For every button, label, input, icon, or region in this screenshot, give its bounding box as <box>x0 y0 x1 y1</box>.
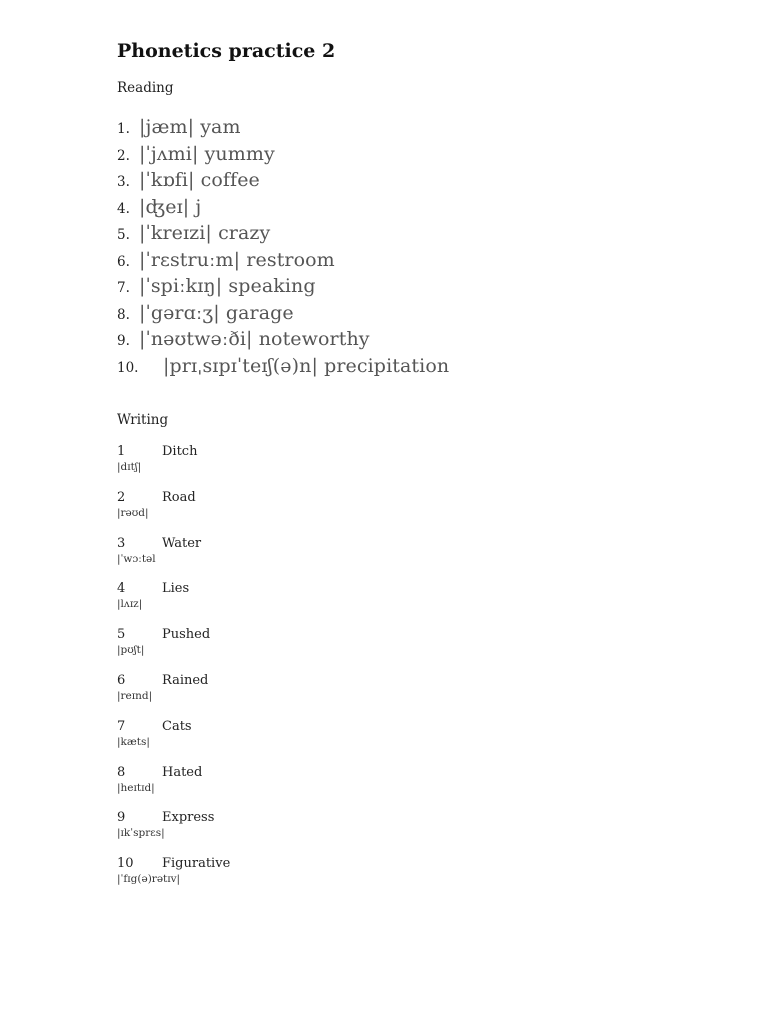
writing-item <box>117 581 737 627</box>
writing-item-number: 6 <box>117 672 126 688</box>
reading-item-number: 4. <box>117 200 130 217</box>
writing-item-transcription: |kæts| <box>117 735 150 748</box>
writing-item-transcription: |heɪtɪd| <box>117 781 155 794</box>
writing-item-number: 8 <box>117 764 126 780</box>
reading-item <box>117 328 737 355</box>
reading-item-number: 5. <box>117 227 130 243</box>
writing-item-word: Figurative <box>162 856 231 872</box>
writing-item-word: Hated <box>162 764 203 780</box>
reading-item-text: |prɪˌsɪpɪˈteɪʃ(ə)n| precipitation <box>163 354 450 377</box>
reading-item <box>117 196 737 223</box>
reading-item-text: |ʤeɪ| j <box>139 195 202 218</box>
writing-item-word: Water <box>162 535 202 551</box>
writing-item-number: 4 <box>117 581 126 597</box>
reading-section-label: Reading <box>117 80 174 96</box>
writing-item-transcription: |dɪtʃ| <box>117 461 142 473</box>
writing-item-word: Rained <box>162 672 209 688</box>
writing-item-word: Express <box>162 810 215 826</box>
writing-item-number: 2 <box>117 489 126 505</box>
writing-item-transcription: |pʊʃt| <box>117 644 145 657</box>
reading-item-number: 1. <box>117 121 130 137</box>
writing-item-transcription: |ɪkˈsprɛs| <box>117 827 165 840</box>
document-page <box>117 0 737 1024</box>
writing-item <box>117 810 737 856</box>
reading-item-text: |ˈkɒfi| coffee <box>139 169 260 191</box>
reading-item-number: 7. <box>117 280 130 296</box>
writing-item <box>117 673 737 719</box>
writing-item-number: 7 <box>117 718 126 734</box>
reading-item-text: |ˈrɛstruːm| restroom <box>139 248 335 271</box>
reading-item-number: 6. <box>117 253 130 270</box>
reading-item-text: |ˈkreɪzi| crazy <box>139 222 271 244</box>
reading-item-number: 10. <box>117 359 139 376</box>
writing-item <box>117 627 737 673</box>
writing-item <box>117 444 737 490</box>
reading-item-number: 9. <box>117 333 130 349</box>
writing-item-number: 5 <box>117 627 126 643</box>
writing-item-transcription: |reɪnd| <box>117 689 153 702</box>
reading-item <box>117 302 737 329</box>
writing-item-transcription: |rəʊd| <box>117 506 149 519</box>
writing-item-transcription: |ˈfɪg(ə)rətɪv| <box>117 873 181 886</box>
writing-item-word: Road <box>162 489 196 505</box>
writing-item-transcription: |lʌɪz| <box>117 598 143 611</box>
writing-item <box>117 856 737 902</box>
writing-item-word: Cats <box>162 718 192 734</box>
writing-item <box>117 490 737 536</box>
reading-item <box>117 169 737 196</box>
reading-item <box>117 275 737 302</box>
reading-item-number: 3. <box>117 174 130 190</box>
writing-section-label: Writing <box>117 412 169 428</box>
reading-item-number: 8. <box>117 306 130 323</box>
reading-list <box>117 116 737 381</box>
reading-item-text: |ˈspiːkɪŋ| speaking <box>139 275 316 297</box>
writing-item-word: Pushed <box>162 627 211 643</box>
reading-item <box>117 249 737 276</box>
reading-item-text: |jæm| yam <box>139 116 241 138</box>
reading-item <box>117 355 737 382</box>
reading-item-text: |ˈnəʊtwəːði| noteworthy <box>139 328 370 350</box>
reading-item <box>117 116 737 143</box>
writing-item-word: Ditch <box>162 444 198 459</box>
writing-item <box>117 719 737 765</box>
writing-item <box>117 765 737 811</box>
writing-item-number: 3 <box>117 535 126 551</box>
page-title: Phonetics practice 2 <box>117 40 336 62</box>
writing-item <box>117 536 737 582</box>
reading-item-text: |ˈgərɑːʒ| garage <box>139 301 294 324</box>
reading-item-text: |ˈjʌmi| yummy <box>139 142 275 165</box>
reading-item-number: 2. <box>117 147 130 164</box>
reading-item <box>117 222 737 249</box>
writing-item-number: 1 <box>117 444 126 459</box>
writing-list <box>117 444 737 902</box>
reading-item <box>117 143 737 170</box>
writing-item-number: 9 <box>117 810 126 826</box>
writing-item-number: 10 <box>117 856 134 872</box>
writing-item-transcription: |ˈwɔːtəl <box>117 552 156 565</box>
writing-item-word: Lies <box>162 581 190 597</box>
